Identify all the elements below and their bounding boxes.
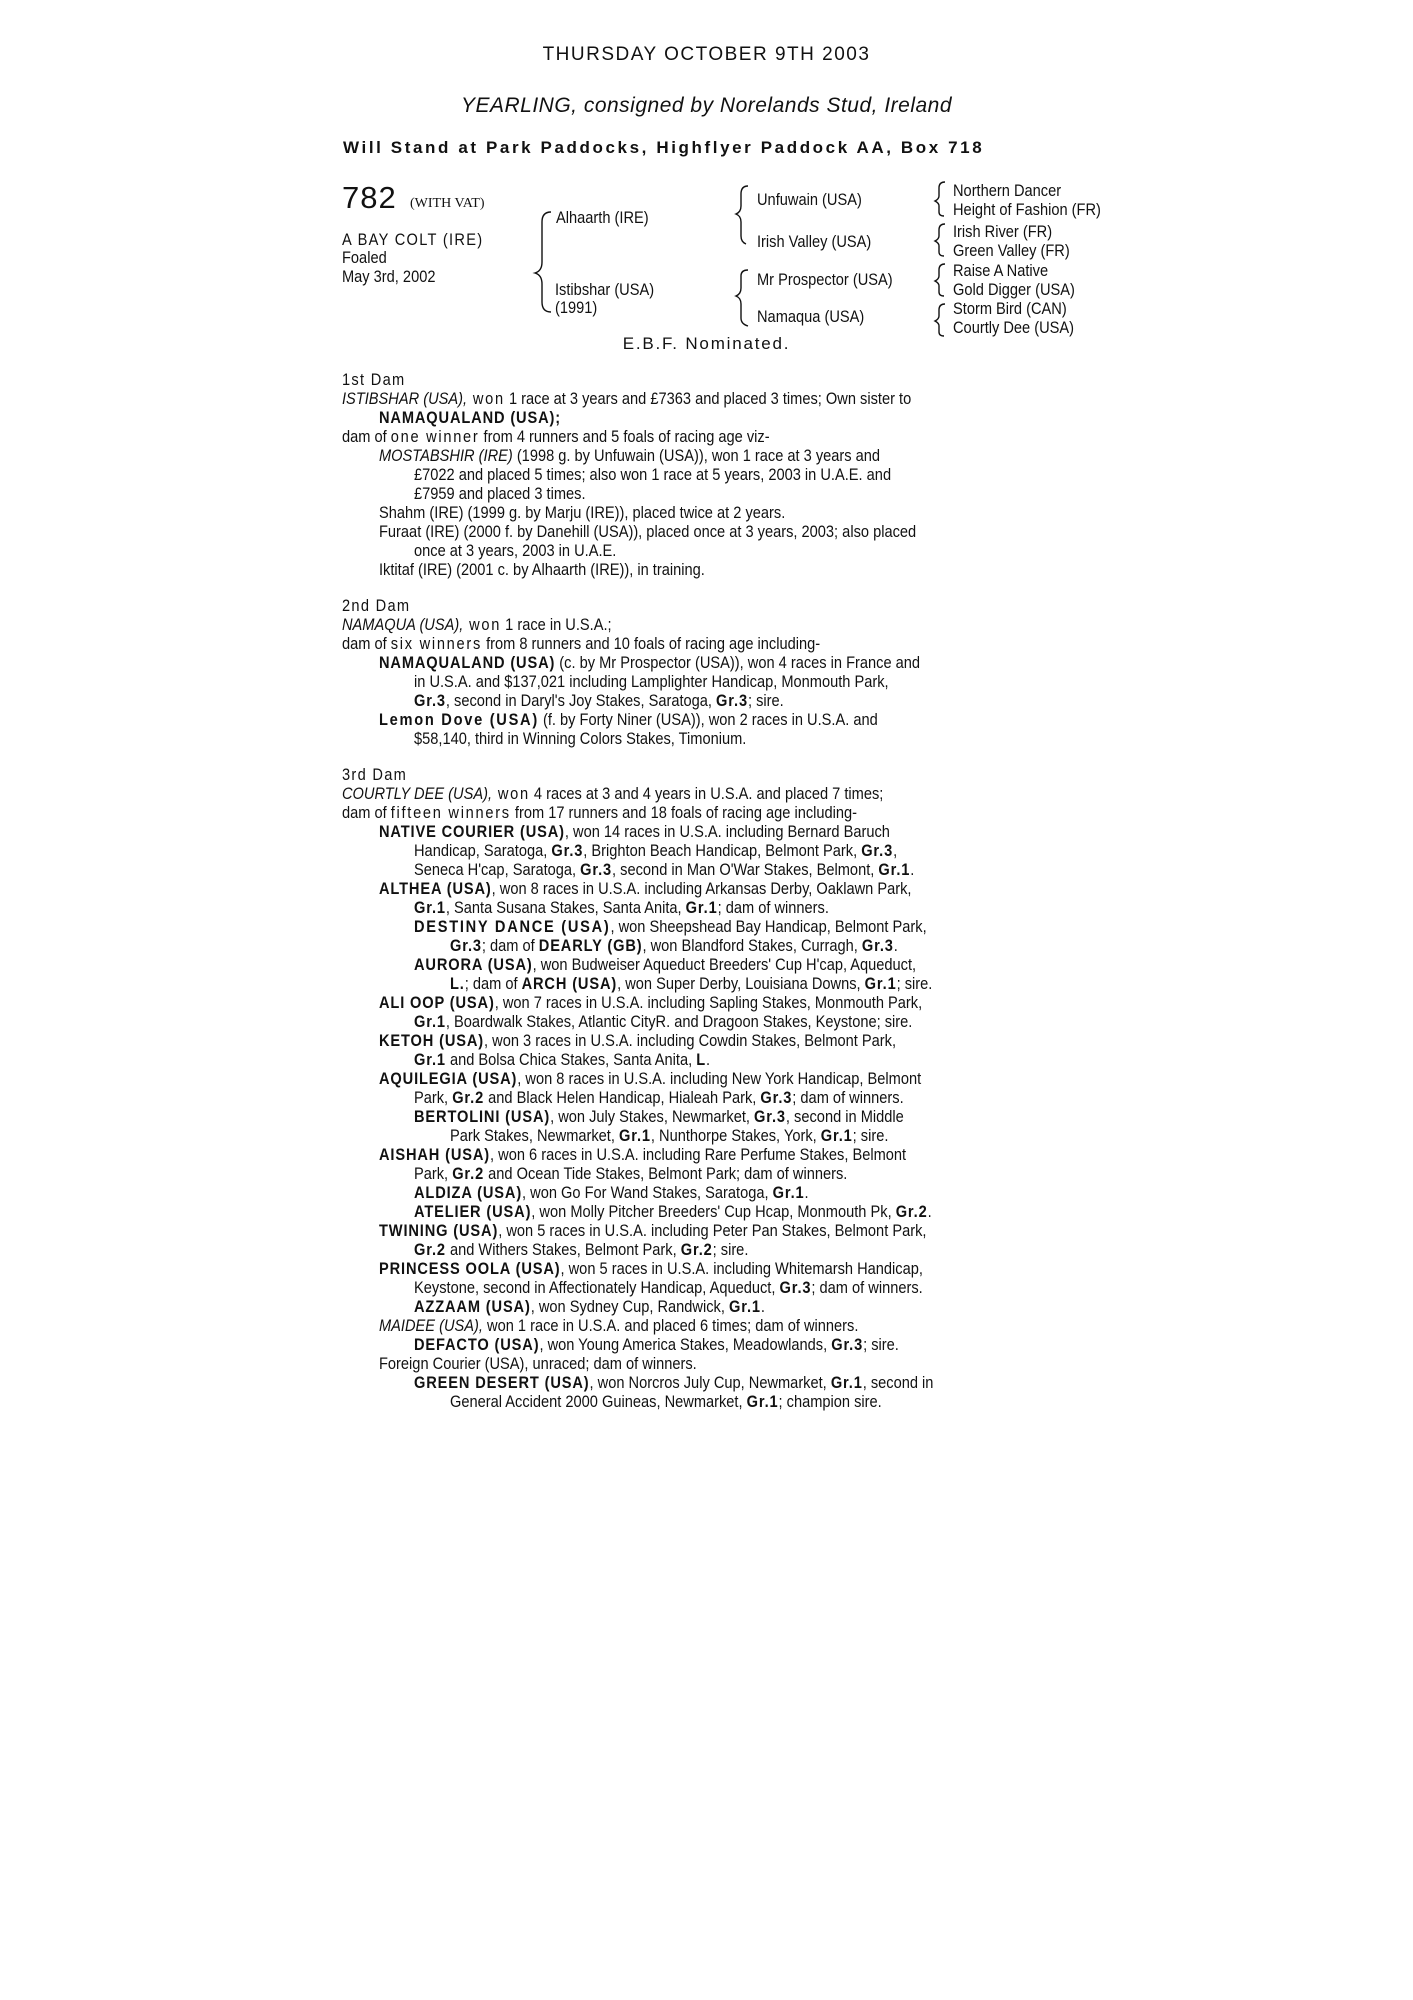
progeny-ali-oop-cont: Gr.1, Boardwalk Stakes, Atlantic CityR. and Dragoon Stakes, Keystone; sire. — [414, 1012, 913, 1031]
foaled-date: May 3rd, 2002 — [342, 267, 436, 286]
progeny-destiny-dance-cont: Gr.3; dam of DEARLY (GB), won Blandford Stakes, Curragh, Gr.3. — [450, 936, 898, 955]
progeny-shahm: Shahm (IRE) (1999 g. by Marju (IRE)), placed twice at 2 years. — [379, 503, 786, 522]
dam: Istibshar (USA) — [555, 280, 655, 299]
progeny-princess-oola-cont: Keystone, second in Affectionately Handicap, Aqueduct, Gr.3; dam of winners. — [414, 1278, 923, 1297]
progeny-mostabshir-cont: £7022 and placed 5 times; also won 1 race at 5 years, 2003 in U.A.E. and — [414, 465, 892, 484]
progeny-aishah: AISHAH (USA), won 6 races in U.S.A. including Rare Perfume Stakes, Belmont — [379, 1145, 907, 1164]
progeny-iktitaf: Iktitaf (IRE) (2001 c. by Alhaarth (IRE)), in training. — [379, 560, 705, 579]
grandsire-7: Storm Bird (CAN) — [953, 299, 1067, 318]
progeny-aquilegia-cont: Park, Gr.2 and Black Helen Handicap, Hialeah Park, Gr.3; dam of winners. — [414, 1088, 904, 1107]
granddam-8: Courtly Dee (USA) — [953, 318, 1075, 337]
first-dam-produce-summary: dam of one winner from 4 runners and 5 foals of racing age viz- — [342, 427, 770, 446]
granddam-6: Gold Digger (USA) — [953, 280, 1075, 299]
grandsire-3: Irish River (FR) — [953, 222, 1053, 241]
lot-number: 782 — [342, 180, 397, 215]
progeny-bertolini-cont: Park Stakes, Newmarket, Gr.1, Nunthorpe Stakes, York, Gr.1; sire. — [450, 1126, 889, 1145]
progeny-green-desert-cont: General Accident 2000 Guineas, Newmarket, Gr.1; champion sire. — [450, 1392, 882, 1411]
sire-sire: Unfuwain (USA) — [757, 190, 862, 209]
sire: Alhaarth (IRE) — [556, 208, 649, 227]
first-dam-heading: 1st Dam — [342, 370, 406, 389]
second-dam-produce-summary: dam of six winners from 8 runners and 10 foals of racing age including- — [342, 634, 821, 653]
progeny-native-courier-cont: Seneca H'cap, Saratoga, Gr.3, second in Man O'War Stakes, Belmont, Gr.1. — [414, 860, 915, 879]
progeny-azzaam: AZZAAM (USA), won Sydney Cup, Randwick, Gr.1. — [414, 1297, 765, 1316]
progeny-native-courier: NATIVE COURIER (USA), won 14 races in U.S.A. including Bernard Baruch — [379, 822, 890, 841]
progeny-bertolini: BERTOLINI (USA), won July Stakes, Newmarket, Gr.3, second in Middle — [414, 1107, 904, 1126]
progeny-destiny-dance: DESTINY DANCE (USA), won Sheepshead Bay Handicap, Belmont Park, — [414, 917, 927, 936]
sire-dam: Irish Valley (USA) — [757, 232, 872, 251]
progeny-lemon-dove: Lemon Dove (USA) (f. by Forty Niner (USA)), won 2 races in U.S.A. and — [379, 710, 878, 729]
progeny-twining: TWINING (USA), won 5 races in U.S.A. including Peter Pan Stakes, Belmont Park, — [379, 1221, 927, 1240]
granddam-4: Green Valley (FR) — [953, 241, 1070, 260]
second-dam-line: NAMAQUA (USA), won 1 race in U.S.A.; — [342, 615, 612, 634]
third-dam-produce-summary: dam of fifteen winners from 17 runners and 18 foals of racing age including- — [342, 803, 858, 822]
progeny-princess-oola: PRINCESS OOLA (USA), won 5 races in U.S.A. including Whitemarsh Handicap, — [379, 1259, 923, 1278]
dam-dam: Namaqua (USA) — [757, 307, 865, 326]
progeny-defacto: DEFACTO (USA), won Young America Stakes, Meadowlands, Gr.3; sire. — [414, 1335, 899, 1354]
progeny-maidee: MAIDEE (USA), won 1 race in U.S.A. and placed 6 times; dam of winners. — [379, 1316, 859, 1335]
pedigree-braces — [0, 0, 1413, 340]
progeny-furaat: Furaat (IRE) (2000 f. by Danehill (USA)), placed once at 3 years, 2003; also placed — [379, 522, 917, 541]
progeny-aurora-cont: L.; dam of ARCH (USA), won Super Derby, Louisiana Downs, Gr.1; sire. — [450, 974, 933, 993]
progeny-aishah-cont: Park, Gr.2 and Ocean Tide Stakes, Belmont Park; dam of winners. — [414, 1164, 848, 1183]
progeny-lemon-dove-cont: $58,140, third in Winning Colors Stakes, Timonium. — [414, 729, 747, 748]
progeny-ali-oop: ALI OOP (USA), won 7 races in U.S.A. including Sapling Stakes, Monmouth Park, — [379, 993, 923, 1012]
progeny-native-courier-cont: Handicap, Saratoga, Gr.3, Brighton Beach Handicap, Belmont Park, Gr.3, — [414, 841, 898, 860]
progeny-green-desert: GREEN DESERT (USA), won Norcros July Cup, Newmarket, Gr.1, second in — [414, 1373, 934, 1392]
sale-date: THURSDAY OCTOBER 9TH 2003 — [542, 44, 871, 65]
second-dam-heading: 2nd Dam — [342, 596, 411, 615]
grandsire-1: Northern Dancer — [953, 181, 1062, 200]
progeny-althea: ALTHEA (USA), won 8 races in U.S.A. including Arkansas Derby, Oaklawn Park, — [379, 879, 912, 898]
progeny-aurora: AURORA (USA), won Budweiser Aqueduct Breeders' Cup H'cap, Aqueduct, — [414, 955, 917, 974]
progeny-aldiza: ALDIZA (USA), won Go For Wand Stakes, Saratoga, Gr.1. — [414, 1183, 809, 1202]
stabling-line: Will Stand at Park Paddocks, Highflyer Paddock AA, Box 718 — [343, 138, 985, 157]
progeny-mostabshir-cont: £7959 and placed 3 times. — [414, 484, 586, 503]
progeny-furaat-cont: once at 3 years, 2003 in U.A.E. — [414, 541, 617, 560]
progeny-foreign-courier: Foreign Courier (USA), unraced; dam of winners. — [379, 1354, 697, 1373]
grandsire-5: Raise A Native — [953, 261, 1049, 280]
progeny-namaqualand-cont: in U.S.A. and $137,021 including Lamplighter Handicap, Monmouth Park, — [414, 672, 889, 691]
first-dam-sister: NAMAQUALAND (USA); — [379, 408, 561, 427]
third-dam-line: COURTLY DEE (USA), won 4 races at 3 and 4 years in U.S.A. and placed 7 times; — [342, 784, 884, 803]
pedigree-body — [342, 370, 1102, 1411]
consignor-line: YEARLING, consigned by Norelands Stud, Ireland — [460, 94, 953, 117]
lot-description: A BAY COLT (IRE) — [342, 230, 484, 249]
ebf-nominated: E.B.F. Nominated. — [622, 334, 791, 353]
progeny-namaqualand-cont: Gr.3, second in Daryl's Joy Stakes, Saratoga, Gr.3; sire. — [414, 691, 784, 710]
progeny-ketoh-cont: Gr.1 and Bolsa Chica Stakes, Santa Anita, L. — [414, 1050, 711, 1069]
progeny-namaqualand: NAMAQUALAND (USA) (c. by Mr Prospector (USA)), won 4 races in France and — [379, 653, 921, 672]
progeny-aquilegia: AQUILEGIA (USA), won 8 races in U.S.A. including New York Handicap, Belmont — [379, 1069, 922, 1088]
dam-sire: Mr Prospector (USA) — [757, 270, 893, 289]
progeny-ketoh: KETOH (USA), won 3 races in U.S.A. including Cowdin Stakes, Belmont Park, — [379, 1031, 897, 1050]
granddam-2: Height of Fashion (FR) — [953, 200, 1101, 219]
vat-note: (WITH VAT) — [410, 196, 485, 211]
dam-year: (1991) — [555, 298, 598, 317]
progeny-althea-cont: Gr.1, Santa Susana Stakes, Santa Anita, Gr.1; dam of winners. — [414, 898, 829, 917]
first-dam-line: ISTIBSHAR (USA), won 1 race at 3 years and £7363 and placed 3 times; Own sister to — [342, 389, 912, 408]
progeny-mostabshir: MOSTABSHIR (IRE) (1998 g. by Unfuwain (USA)), won 1 race at 3 years and — [379, 446, 881, 465]
progeny-twining-cont: Gr.2 and Withers Stakes, Belmont Park, Gr.2; sire. — [414, 1240, 749, 1259]
foaled-label: Foaled — [342, 248, 387, 267]
third-dam-heading: 3rd Dam — [342, 765, 408, 784]
progeny-atelier: ATELIER (USA), won Molly Pitcher Breeders' Cup Hcap, Monmouth Pk, Gr.2. — [414, 1202, 932, 1221]
